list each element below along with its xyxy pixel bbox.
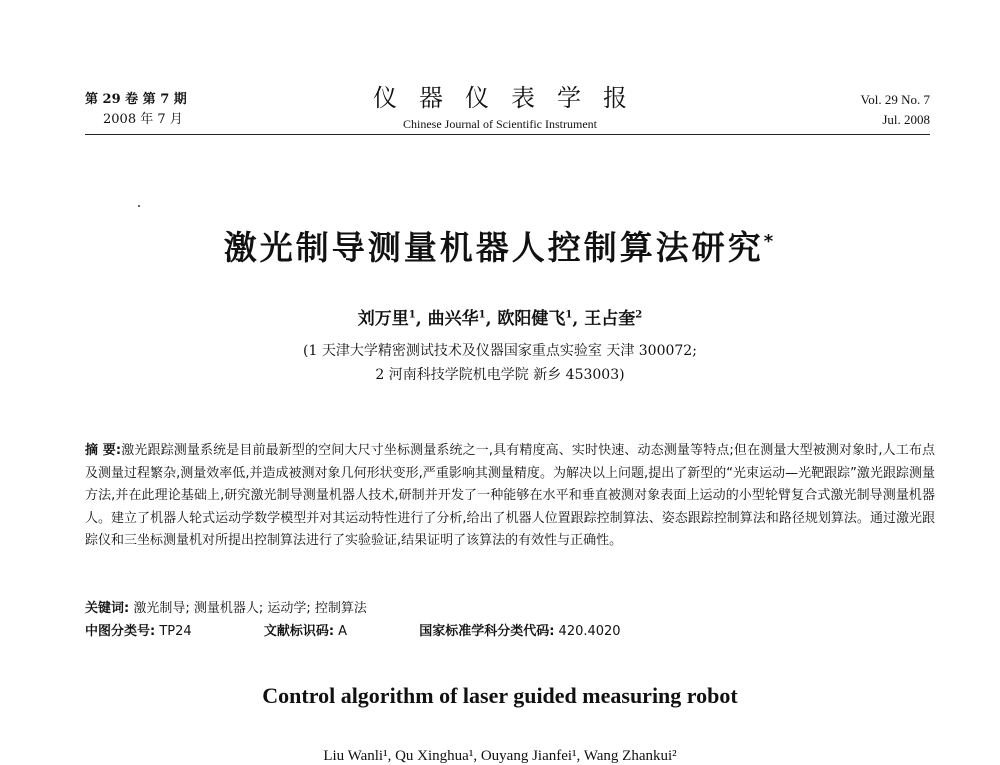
keywords-label: 关键词: — [85, 601, 130, 616]
author-sup: 2 — [635, 309, 643, 321]
author: 刘万里 — [357, 309, 409, 329]
paper-title — [0, 222, 1000, 269]
classification-line — [85, 620, 689, 639]
paper-title-en: Control algorithm of laser guided measuring robot — [262, 683, 738, 708]
journal-name-en: Chinese Journal of Scientific Instrument — [403, 117, 597, 131]
author-sup: 1 — [565, 309, 573, 321]
doc-code-label: 文献标识码: — [263, 624, 335, 639]
paper-title-text: 激光制导测量机器人控制算法研究 — [223, 228, 764, 267]
keywords-text: 激光制导; 测量机器人; 运动学; 控制算法 — [133, 601, 367, 616]
issue-date: 2008 年 7 月 — [103, 112, 183, 127]
author-sup: 1 — [478, 309, 486, 321]
header-right — [861, 90, 930, 130]
date-en: Jul. 2008 — [882, 112, 930, 127]
keywords — [85, 597, 367, 616]
author: 曲兴华 — [427, 309, 479, 329]
author-list: 刘万里$^1$, 曲兴华$^1$, 欧阳健飞$^1$, 王占奎$^2$ — [357, 309, 643, 329]
author-sup: 1 — [408, 309, 416, 321]
affiliation-2: 2 河南科技学院机电学院 新乡 453003) — [375, 367, 625, 383]
abstract-label: 摘 要: — [85, 443, 122, 458]
header-rule — [85, 134, 930, 135]
volume-en: Vol. 29 No. 7 — [860, 92, 930, 107]
journal-masthead — [0, 78, 1000, 132]
doc-code-value: A — [338, 624, 348, 639]
std-code-label: 国家标准学科分类代码: — [419, 624, 555, 639]
clc-value: TP24 — [159, 624, 192, 639]
std-code-group — [419, 624, 654, 639]
volume-issue: 第 29 卷 第 7 期 — [85, 92, 187, 107]
affiliation-1: (1 天津大学精密测试技术及仪器国家重点实验室 天津 300072; — [303, 343, 697, 359]
title-footnote-mark: * — [763, 231, 777, 252]
speck — [138, 205, 140, 207]
clc-label: 中图分类号: — [85, 624, 156, 639]
author-list-en: Liu Wanli¹, Qu Xinghua¹, Ouyang Jianfei¹, Wang Zhankui² — [323, 748, 677, 764]
doc-code-group — [264, 624, 381, 639]
std-code-value: 420.4020 — [558, 624, 621, 639]
clc-group — [85, 624, 226, 639]
journal-name-cn: 仪器仪表学报 — [373, 84, 649, 112]
abstract — [85, 440, 935, 553]
abstract-text: 激光跟踪测量系统是目前最新型的空间大尺寸坐标测量系统之一,具有精度高、实时快速、动态测量等特点;但在测量大型被测对象时,人工布点及测量过程繁杂,测量效率低,并造成被测对象几何形状变形,严重影响其测量精度。为解决以上问题,提出了新型的“光束运动—光靶跟踪”激光跟踪测量方法,并在此理论基础上,研究激光制导测量机器人技术,研制并开发了一种能够在水平和垂直被测对象表面上运动的小型轮臂复合式激光制导测量机器人。建立了机器人轮式运动学数学模型并对其运动特性进行了分析,给出了机器人位置跟踪控制算法、姿态跟踪控制算法和路径规划算法。通过激光跟踪仪和三坐标测量机对所提出控制算法进行了实验验证,结果证明了该算法的有效性与正确性。 — [85, 443, 935, 549]
author: 欧阳健飞 — [497, 309, 566, 329]
author: 王占奎 — [584, 309, 636, 329]
